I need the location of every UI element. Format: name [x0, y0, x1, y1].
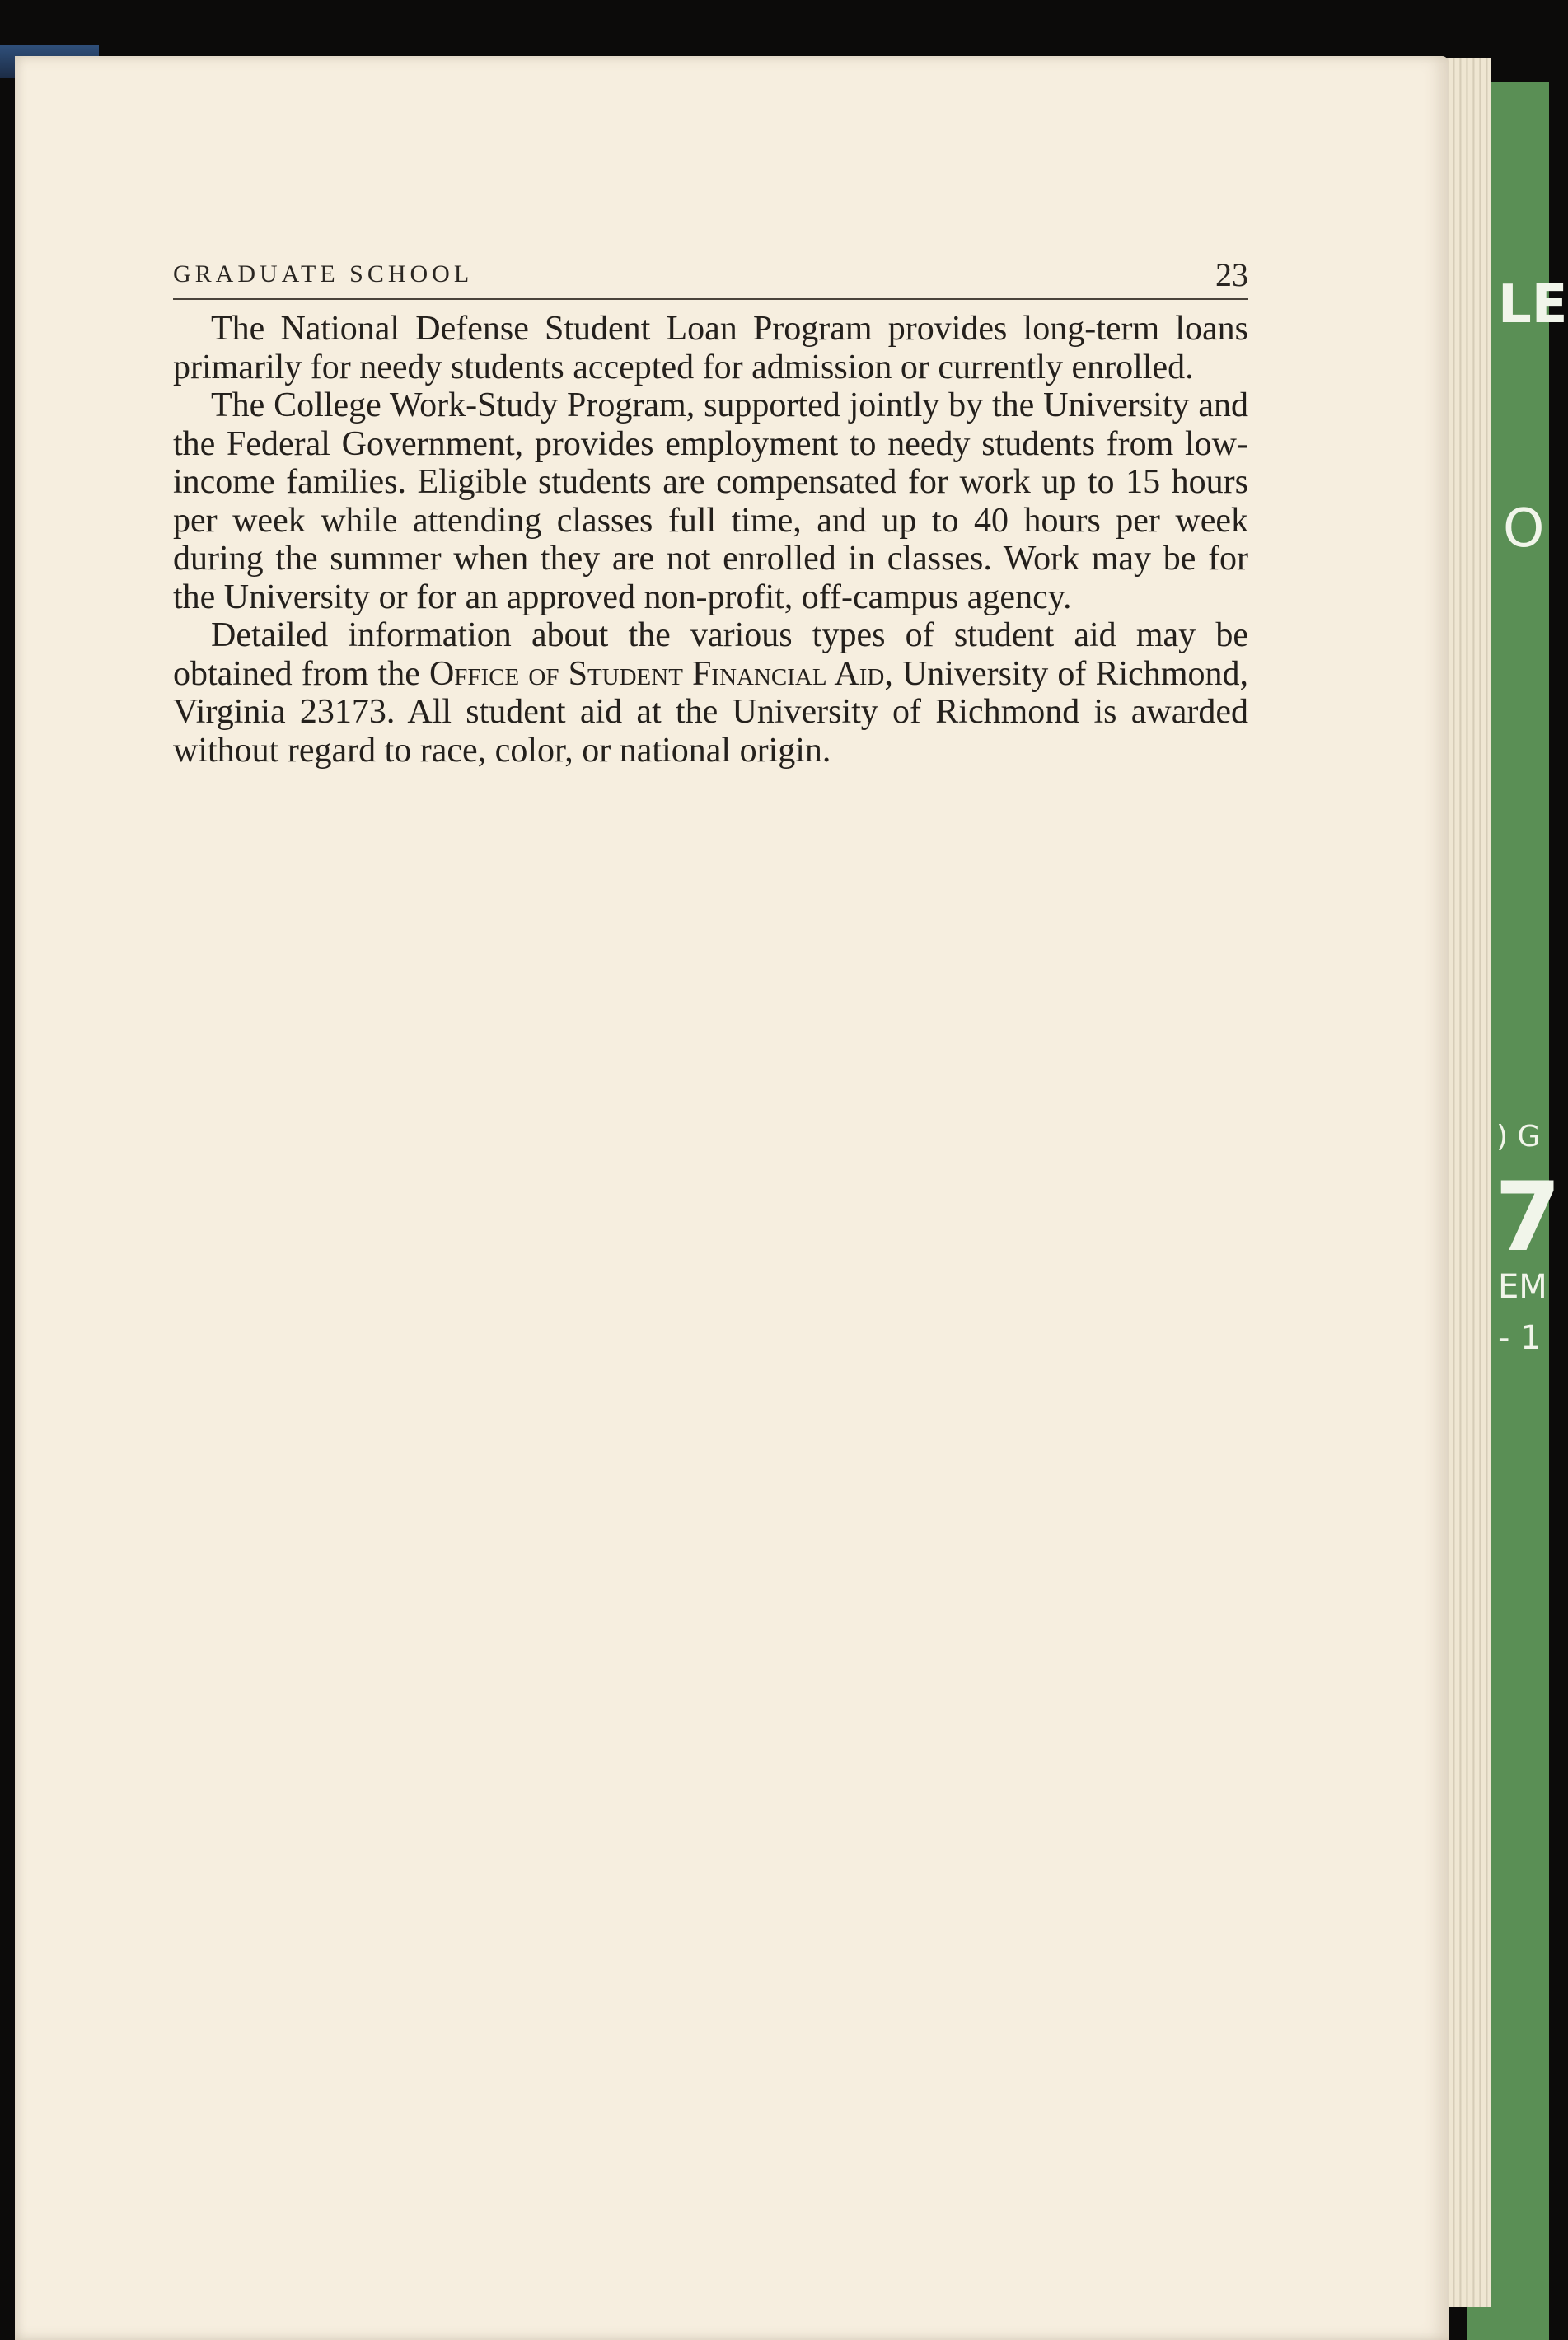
- cover-text-fragment: - 1: [1498, 1319, 1542, 1357]
- cover-text-fragment: ) G: [1496, 1120, 1541, 1154]
- header-rule: [173, 298, 1248, 300]
- section-title: GRADUATE SCHOOL: [173, 260, 474, 288]
- cover-text-fragment: O: [1503, 498, 1545, 559]
- cover-text-fragment: EM: [1498, 1268, 1547, 1306]
- cover-text-fragment: LE: [1498, 274, 1568, 335]
- running-head: [173, 255, 1248, 295]
- cover-text-fragment: 7: [1495, 1162, 1561, 1273]
- paragraph-work-study: The College Work-Study Program, supported jointly by the University and the Federal Government, provides employment to needy students from low-income families. Eligible students are compensated for work up to 15 hours per week while attending classes full time, and up to 40 hours per week during the summer when they are not enrolled in classes. Work may be for the University or for an approved non-profit, off-campus agency.: [173, 386, 1248, 616]
- paragraph-text: Detailed information about the various types of student aid may be obtained from the: [173, 616, 1248, 693]
- body-text: [173, 310, 1248, 770]
- paragraph-loan-program: The National Defense Student Loan Program provides long-term loans primarily for needy students accepted for admission or currently enrolled.: [173, 310, 1248, 386]
- paragraph-text: , University of Richmond, Virginia 23173. All student aid at the University of Richmond is awarded without regard to race, color, or national origin.: [173, 654, 1248, 770]
- paragraph-information: [173, 616, 1248, 770]
- page-number: 23: [1215, 256, 1248, 293]
- office-name: Office of Student Financial Aid: [428, 654, 885, 693]
